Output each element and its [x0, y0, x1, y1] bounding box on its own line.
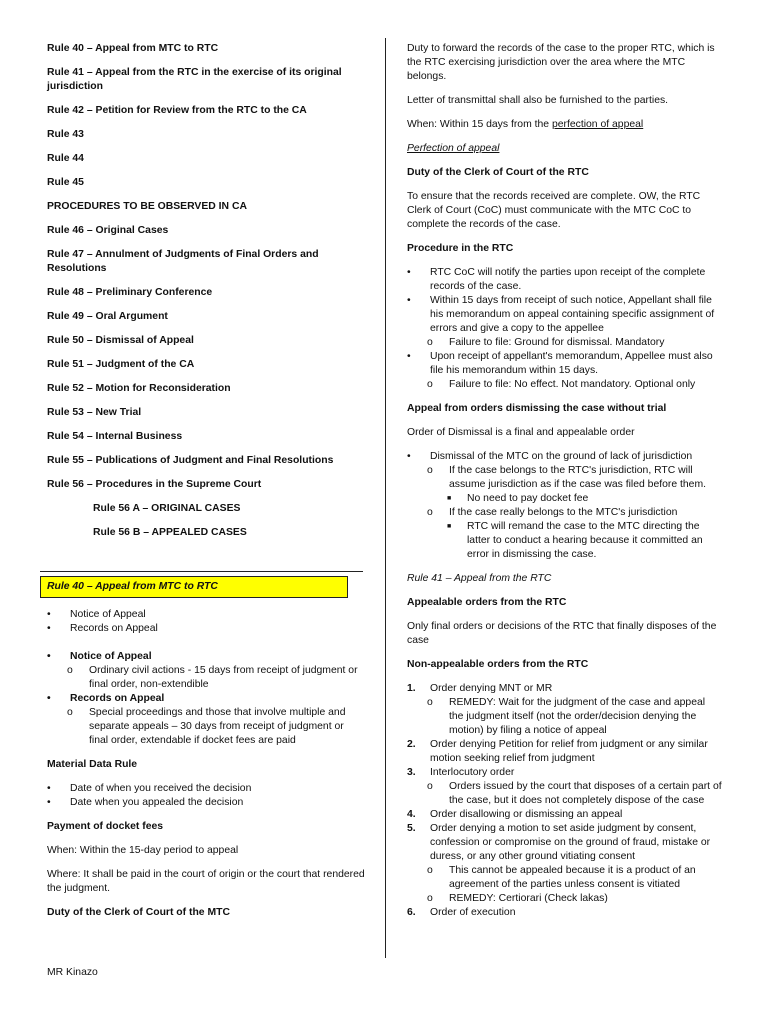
square-bullet-icon: ■ [447, 495, 452, 502]
bullet-icon: • [47, 623, 51, 634]
sub-list-item: o Special proceedings and those that involve multiple and separate appeals – 30 days from receipt of judgment or final order, extendable if docket fees are paid [67, 707, 346, 746]
list-item: • Within 15 days from receipt of such notice, Appellant shall file his memorandum on appeal containing specific assignment of errors and give a copy to the appellee [407, 295, 715, 334]
list-item: • Dismissal of the MTC on the ground of lack of jurisdiction [407, 451, 693, 462]
rule-item: Rule 51 – Judgment of the CA [47, 359, 195, 370]
paragraph: When: Within 15 days from the perfection of appeal [407, 119, 644, 130]
list-item: • Upon receipt of appellant's memorandum, Appellee must also file his memorandum within 15 days. [407, 351, 713, 376]
list-item: • Records on Appeal [47, 693, 165, 704]
circle-bullet-icon: o [427, 781, 433, 792]
sub-sub-list-item: ■ RTC will remand the case to the MTC directing the latter to conduct a hearing because it committed an error in dismissing the case. [447, 521, 703, 560]
right-column [407, 42, 722, 920]
circle-bullet-icon: o [427, 337, 433, 348]
paragraph: To ensure that the records received are complete. OW, the RTC Clerk of Court (CoC) must communicate with the MTC CoC to complete the records of the case. [407, 191, 701, 230]
list-number: 2. [407, 739, 416, 750]
list-item: • Records on Appeal [47, 623, 158, 634]
circle-bullet-icon: o [427, 379, 433, 390]
sub-rule-item: Rule 56 A – ORIGINAL CASES [93, 503, 241, 514]
list-number: 4. [407, 809, 416, 820]
numbered-list-item [407, 906, 722, 920]
rule-item: Rule 41 – Appeal from the RTC in the exercise of its original jurisdiction [47, 67, 342, 92]
rule-item: Rule 46 – Original Cases [47, 225, 169, 236]
paragraph: Duty to forward the records of the case to the proper RTC, which is the RTC exercising jurisdiction over the area where the MTC belongs. [407, 43, 715, 82]
list-item: • Notice of Appeal [47, 651, 152, 662]
rule-item: Rule 52 – Motion for Reconsideration [47, 383, 231, 394]
bullet-icon: • [47, 651, 51, 662]
sub-list-item: o REMEDY: Certiorari (Check lakas) [427, 893, 608, 904]
sub-sub-list-item: ■ No need to pay docket fee [447, 493, 589, 504]
circle-bullet-icon: o [427, 465, 433, 476]
underlined-term: perfection of appeal [551, 119, 644, 130]
list-item: • Notice of Appeal [47, 609, 146, 620]
highlighted-heading: Rule 40 – Appeal from MTC to RTC [40, 576, 348, 598]
circle-bullet-icon: o [67, 665, 73, 676]
list-item-text: Order denying MNT or MR [430, 683, 553, 694]
rule-item: Rule 47 – Annulment of Judgments of Final Orders and Resolutions [47, 249, 319, 274]
rule-item: Rule 53 – New Trial [47, 407, 142, 418]
rule-item: Rule 44 [47, 153, 84, 164]
bullet-icon: • [47, 797, 51, 808]
bullet-icon: • [407, 351, 411, 362]
section-heading: Payment of docket fees [47, 821, 164, 832]
section-heading: Procedure in the RTC [407, 243, 514, 254]
non-appealable-list [407, 682, 722, 920]
paragraph: Letter of transmittal shall also be furnished to the parties. [407, 95, 669, 106]
numbered-list-item [407, 822, 722, 864]
list-item: • RTC CoC will notify the parties upon receipt of the complete records of the case. [407, 267, 706, 292]
sub-list-item: o Orders issued by the court that disposes of a certain part of the case, but it does not completely dispose of the case [427, 781, 722, 806]
section-heading: Appealable orders from the RTC [407, 597, 567, 608]
sub-list-item: o If the case belongs to the RTC's jurisdiction, RTC will assume jurisdiction as if the case was filed before them. [427, 465, 707, 490]
list-number: 1. [407, 683, 416, 694]
circle-bullet-icon: o [427, 865, 433, 876]
list-item: • Date of when you received the decision [47, 783, 252, 794]
sub-rule-item: Rule 56 B – APPEALED CASES [93, 527, 247, 538]
rule-item: Rule 45 [47, 177, 84, 188]
rule-item: Rule 48 – Preliminary Conference [47, 287, 213, 298]
bullet-icon: • [407, 267, 411, 278]
paragraph: Only final orders or decisions of the RTC that finally disposes of the case [407, 621, 717, 646]
circle-bullet-icon: o [427, 893, 433, 904]
rule-item: PROCEDURES TO BE OBSERVED IN CA [47, 201, 247, 212]
rule-item: Rule 42 – Petition for Review from the RTC to the CA [47, 105, 307, 116]
sub-list-item: o This cannot be appealed because it is a product of an agreement of the parties unless consent is vitiated [427, 865, 696, 890]
list-number: 3. [407, 767, 416, 778]
bullet-icon: • [47, 693, 51, 704]
circle-bullet-icon: o [67, 707, 73, 718]
sub-list-item: o REMEDY: Wait for the judgment of the case and appeal the judgment itself (not the order/decision denying the motion) by filing a notice of appeal [427, 697, 706, 736]
column-divider [385, 38, 386, 958]
list-item-text: Order of execution [430, 907, 516, 918]
section-heading: Duty of the Clerk of Court of the RTC [407, 167, 589, 178]
rule-item: Rule 40 – Appeal from MTC to RTC [47, 43, 219, 54]
bullet-icon: • [407, 295, 411, 306]
subheading: Rule 41 – Appeal from the RTC [407, 573, 552, 584]
paragraph: Order of Dismissal is a final and appealable order [407, 427, 635, 438]
sub-list-item: o Failure to file: Ground for dismissal. Mandatory [427, 337, 665, 348]
list-item-text: Order denying Petition for relief from judgment or any similar motion seeking relief from judgment [430, 739, 708, 764]
list-number: 5. [407, 823, 416, 834]
section-heading: Duty of the Clerk of Court of the MTC [47, 907, 230, 918]
numbered-list-item [407, 808, 722, 822]
rule-item: Rule 49 – Oral Argument [47, 311, 168, 322]
circle-bullet-icon: o [427, 697, 433, 708]
rule-item: Rule 56 – Procedures in the Supreme Court [47, 479, 262, 490]
list-number: 6. [407, 907, 416, 918]
circle-bullet-icon: o [427, 507, 433, 518]
numbered-list-item [407, 682, 722, 696]
sub-list-item: o Ordinary civil actions - 15 days from receipt of judgment or final order, non-extendible [67, 665, 358, 690]
numbered-list-item [407, 766, 722, 780]
list-item-text: Order denying a motion to set aside judgment by consent, confession or compromise on the ground of fraud, mistake or duress, or any other ground vitiating consent [430, 823, 711, 862]
sub-list-item: o If the case really belongs to the MTC's jurisdiction [427, 507, 678, 518]
section-heading: Non-appealable orders from the RTC [407, 659, 589, 670]
paragraph: Where: It shall be paid in the court of origin or the court that rendered the judgment. [47, 869, 365, 894]
bullet-icon: • [47, 783, 51, 794]
footer-author: MR Kinazo [47, 967, 98, 978]
bullet-icon: • [47, 609, 51, 620]
square-bullet-icon: ■ [447, 523, 452, 530]
rule-item: Rule 55 – Publications of Judgment and Final Resolutions [47, 455, 334, 466]
sub-list-item: o Failure to file: No effect. Not mandatory. Optional only [427, 379, 696, 390]
list-item-text: Order disallowing or dismissing an appeal [430, 809, 623, 820]
paragraph: When: Within the 15-day period to appeal [47, 845, 239, 856]
list-item: • Date when you appealed the decision [47, 797, 244, 808]
list-item-text: Interlocutory order [430, 767, 515, 778]
section-heading: Appeal from orders dismissing the case without trial [407, 403, 667, 414]
rule-item: Rule 54 – Internal Business [47, 431, 183, 442]
rules-list [47, 42, 365, 540]
rule-item: Rule 43 [47, 129, 84, 140]
bullet-icon: • [407, 451, 411, 462]
subheading: Perfection of appeal [407, 143, 500, 154]
numbered-list-item [407, 738, 722, 766]
section-heading: Material Data Rule [47, 759, 138, 770]
left-column [47, 42, 365, 930]
rule-item: Rule 50 – Dismissal of Appeal [47, 335, 194, 346]
